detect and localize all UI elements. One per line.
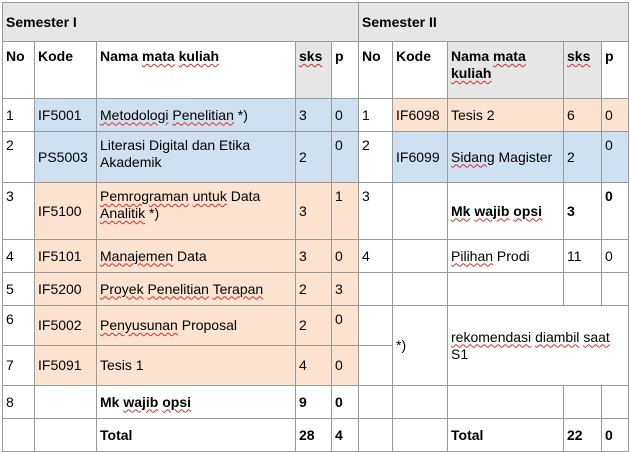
s2-row-no: 2 (359, 132, 393, 183)
s2-row-kode (393, 240, 448, 273)
s2-empty-cell (359, 306, 393, 346)
s2-total-label: Total (448, 419, 564, 452)
s2-total-sks: 22 (564, 419, 602, 452)
note-text: rekomendasi diambil saat S1 (448, 306, 629, 386)
curriculum-table (2, 2, 629, 452)
s2-total-empty (359, 419, 393, 452)
s2-empty-cell (564, 386, 602, 419)
s1-row-nama: Metodologi Penelitian *) (97, 99, 296, 132)
s1-row-kode: IF5002 (35, 306, 97, 346)
s2-empty-cell (393, 386, 448, 419)
table-row (3, 306, 629, 346)
table-row (3, 99, 629, 132)
s1-total-p: 4 (332, 419, 359, 452)
s1-total-empty (3, 419, 35, 452)
s2-row-p: 0 (602, 183, 629, 240)
s1-row-kode (35, 386, 97, 419)
note-marker: *) (393, 306, 448, 386)
s1-row-nama: Literasi Digital dan Etika Akademik (97, 132, 296, 183)
s1-row-sks: 3 (296, 240, 332, 273)
s2-header-p: p (602, 42, 629, 99)
s2-row-nama: Tesis 2 (448, 99, 564, 132)
s1-row-no: 3 (3, 183, 35, 240)
s2-empty-cell (564, 273, 602, 306)
s1-header-p: p (332, 42, 359, 99)
s1-row-kode: IF5200 (35, 273, 97, 306)
s2-empty-cell (448, 386, 564, 419)
s2-row-no: 3 (359, 183, 393, 240)
s1-row-no: 2 (3, 132, 35, 183)
s1-row-sks: 2 (296, 306, 332, 346)
s1-row-p: 1 (332, 183, 359, 240)
s1-row-no: 4 (3, 240, 35, 273)
s1-total-sks: 28 (296, 419, 332, 452)
s1-row-p: 3 (332, 273, 359, 306)
s2-row-sks: 11 (564, 240, 602, 273)
s2-row-kode: IF6099 (393, 132, 448, 183)
s1-row-p: 0 (332, 132, 359, 183)
s1-row-sks: 3 (296, 183, 332, 240)
s1-row-sks: 9 (296, 386, 332, 419)
s2-empty-cell (359, 346, 393, 386)
s1-row-no: 7 (3, 346, 35, 386)
s1-row-p: 0 (332, 386, 359, 419)
column-header-row (3, 42, 629, 99)
table-row (3, 132, 629, 183)
s2-row-kode: IF6098 (393, 99, 448, 132)
s1-row-no: 6 (3, 306, 35, 346)
s1-row-sks: 2 (296, 132, 332, 183)
s2-row-nama: Sidang Magister (448, 132, 564, 183)
s2-empty-cell (602, 273, 629, 306)
s1-row-no: 5 (3, 273, 35, 306)
s1-row-sks: 2 (296, 273, 332, 306)
semester-2-title: Semester II (359, 3, 629, 42)
s1-total-empty (35, 419, 97, 452)
s1-row-nama: Pemrograman untuk Data Analitik *) (97, 183, 296, 240)
table-row (3, 183, 629, 240)
s1-row-kode: IF5100 (35, 183, 97, 240)
s2-empty-cell (602, 386, 629, 419)
s1-header-kode: Kode (35, 42, 97, 99)
s1-row-sks: 3 (296, 99, 332, 132)
s1-header-nama: Nama mata kuliah (97, 42, 296, 99)
s1-row-kode: IF5101 (35, 240, 97, 273)
s1-row-p: 0 (332, 99, 359, 132)
s1-row-no: 1 (3, 99, 35, 132)
s2-empty-cell (359, 273, 393, 306)
s2-empty-cell (359, 386, 393, 419)
s2-row-p: 0 (602, 132, 629, 183)
s2-row-no: 1 (359, 99, 393, 132)
s2-row-p: 0 (602, 99, 629, 132)
s1-header-no: No (3, 42, 35, 99)
s1-row-nama: Penyusunan Proposal (97, 306, 296, 346)
semester-1-title: Semester I (3, 3, 359, 42)
table-row (3, 386, 629, 419)
s1-row-nama: Manajemen Data (97, 240, 296, 273)
total-row (3, 419, 629, 452)
s1-row-nama: Tesis 1 (97, 346, 296, 386)
s1-row-nama: Mk wajib opsi (97, 386, 296, 419)
s1-row-p: 0 (332, 306, 359, 346)
table-row (3, 273, 629, 306)
s1-row-sks: 4 (296, 346, 332, 386)
s1-header-sks: sks (296, 42, 332, 99)
s2-header-nama: Nama mata kuliah (448, 42, 564, 99)
s2-row-nama: Pilihan Prodi (448, 240, 564, 273)
s2-row-p: 0 (602, 240, 629, 273)
s2-header-sks: sks (564, 42, 602, 99)
s1-row-p: 0 (332, 346, 359, 386)
semester-header-row (3, 3, 629, 42)
s1-row-p: 0 (332, 240, 359, 273)
table-row (3, 240, 629, 273)
s2-total-empty (393, 419, 448, 452)
s1-row-kode: IF5001 (35, 99, 97, 132)
s2-empty-cell (393, 273, 448, 306)
s1-row-nama: Proyek Penelitian Terapan (97, 273, 296, 306)
s2-row-nama: Mk wajib opsi (448, 183, 564, 240)
s2-empty-cell (448, 273, 564, 306)
s2-row-sks: 2 (564, 132, 602, 183)
s1-row-kode: PS5003 (35, 132, 97, 183)
s1-row-kode: IF5091 (35, 346, 97, 386)
s2-total-p: 0 (602, 419, 629, 452)
s2-row-sks: 3 (564, 183, 602, 240)
s2-row-no: 4 (359, 240, 393, 273)
s1-total-label: Total (97, 419, 296, 452)
s1-row-no: 8 (3, 386, 35, 419)
s2-header-no: No (359, 42, 393, 99)
s2-header-kode: Kode (393, 42, 448, 99)
s2-row-sks: 6 (564, 99, 602, 132)
s2-row-kode (393, 183, 448, 240)
